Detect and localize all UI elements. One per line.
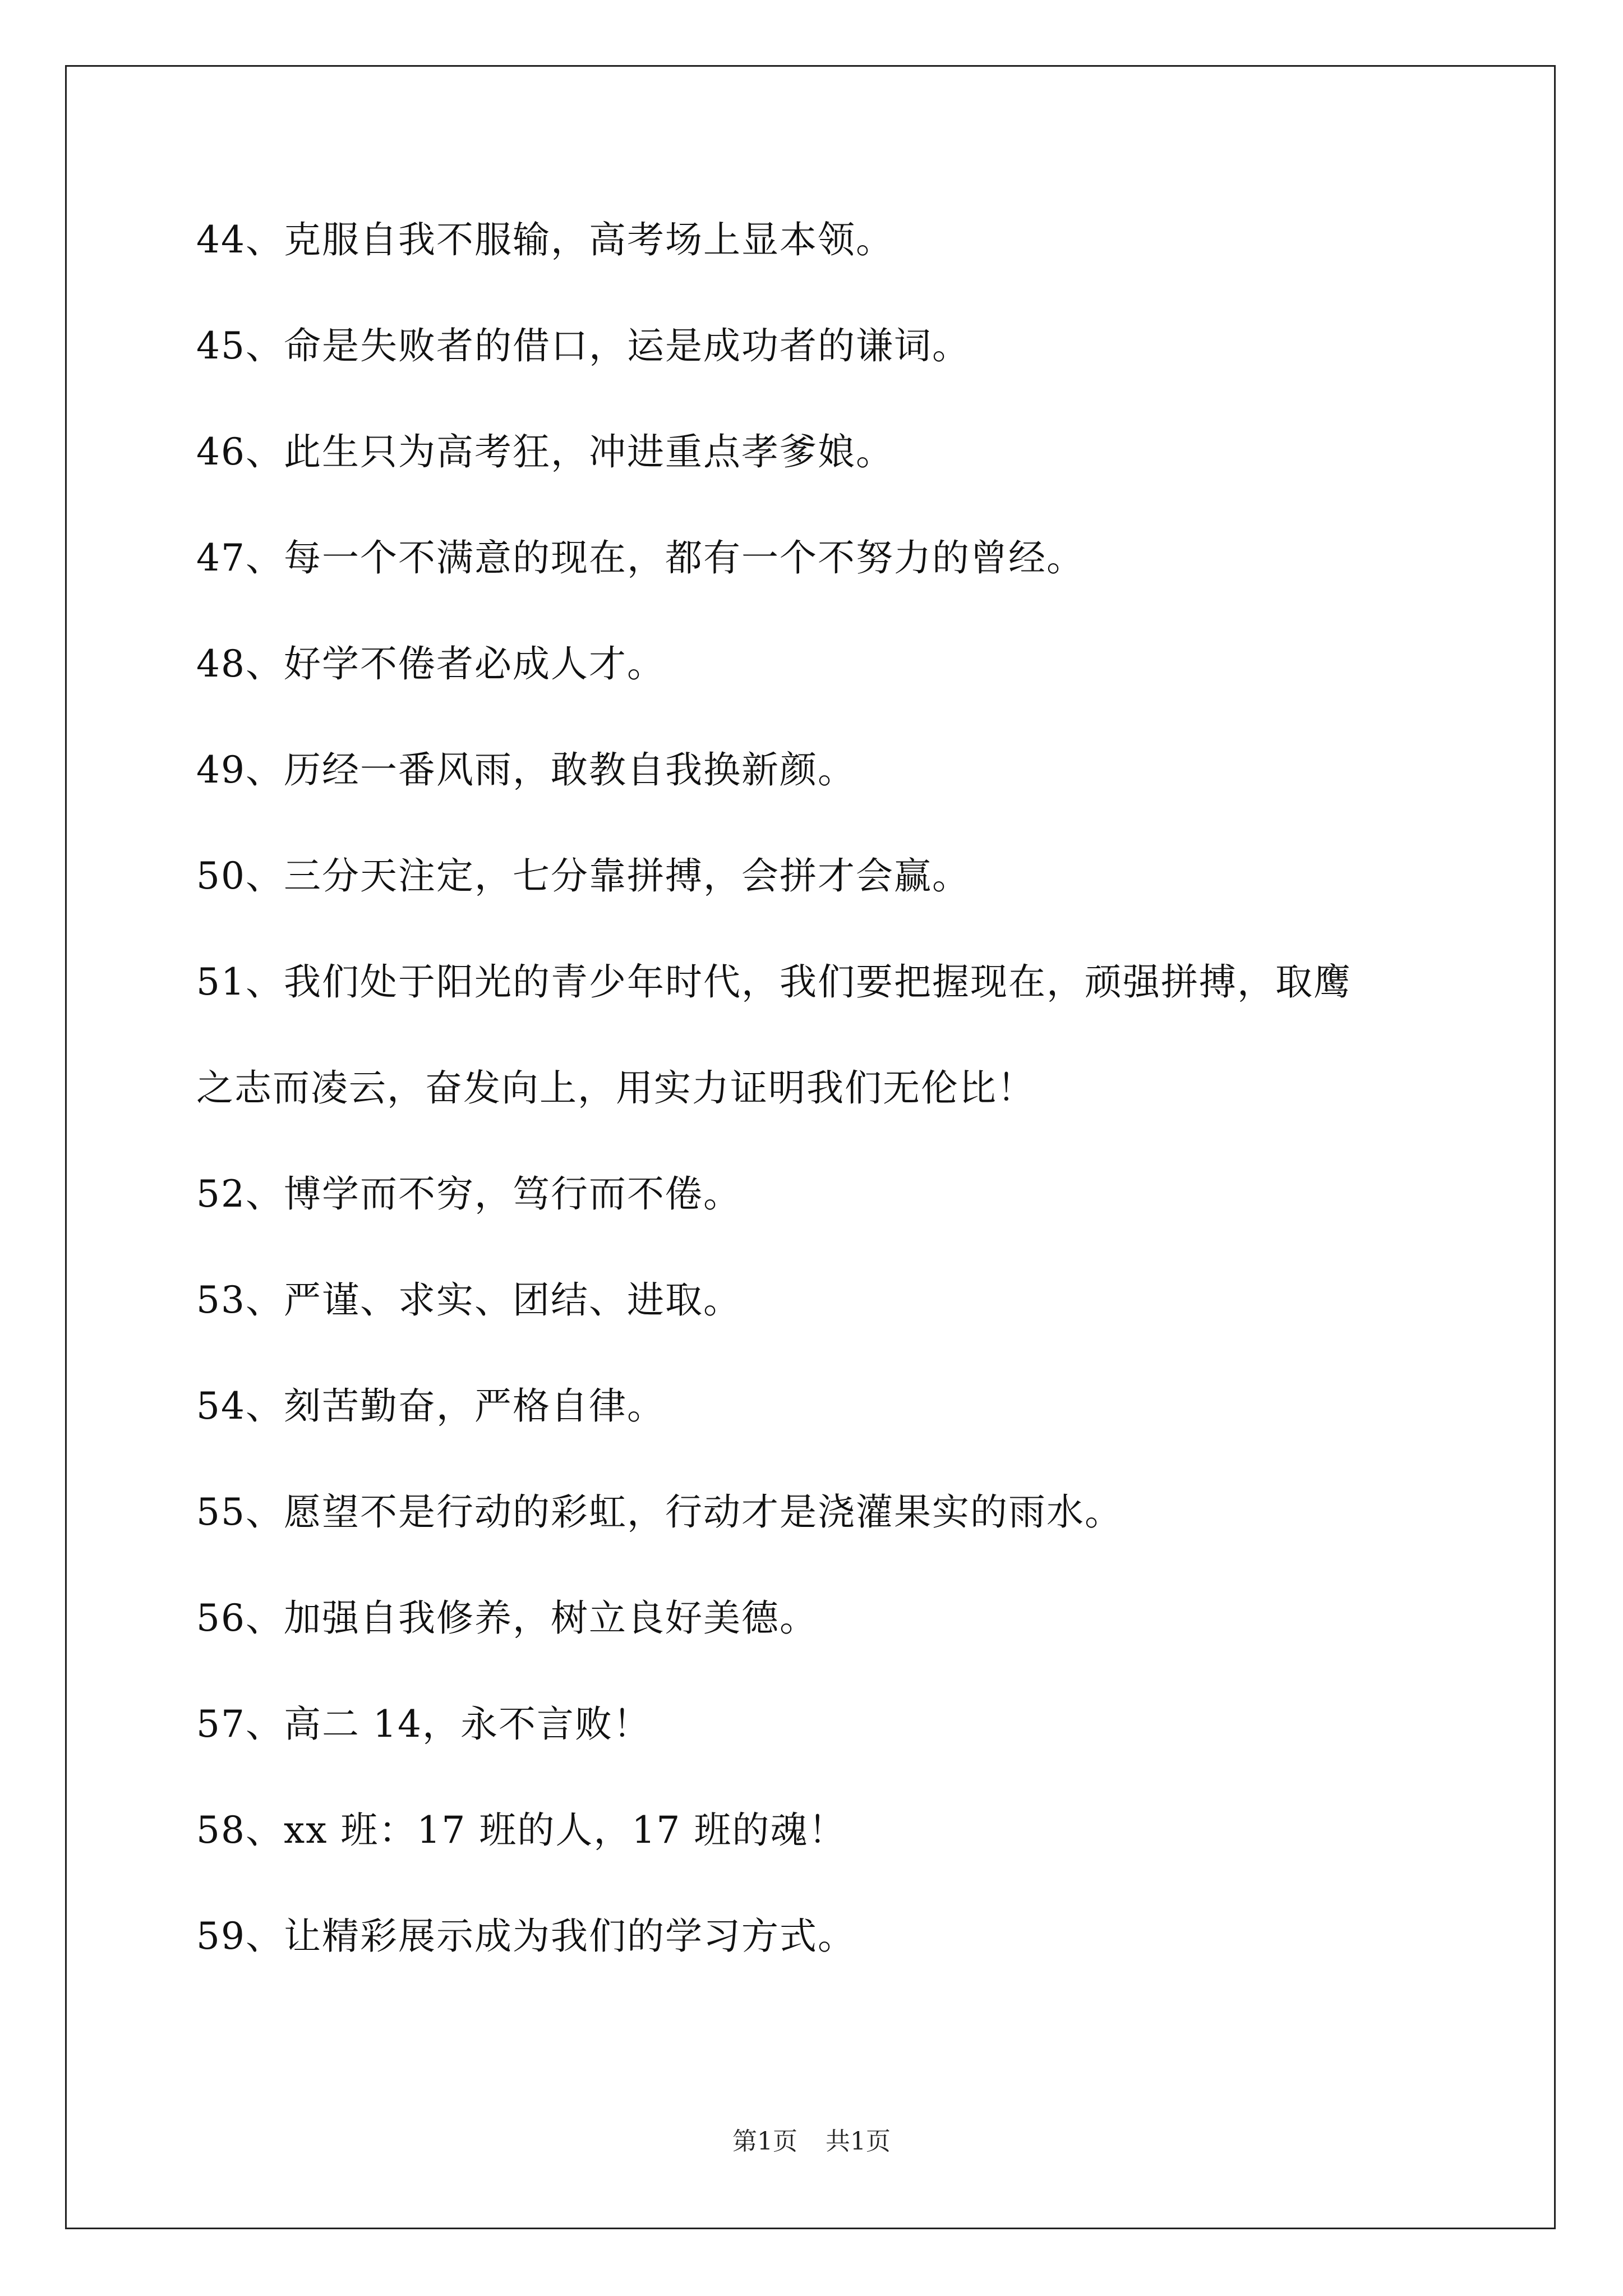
text-line: 54、刻苦勤奋，严格自律。 — [196, 1384, 665, 1428]
text-line: 51、我们处于阳光的青少年时代，我们要把握现在，顽强拼搏，取鹰 — [196, 960, 1352, 1004]
page-number-total: 共1页 — [826, 2127, 891, 2156]
text-line: 之志而凌云，奋发向上，用实力证明我们无伦比！ — [196, 1066, 1035, 1110]
text-line: 48、好学不倦者必成人才。 — [196, 642, 665, 685]
text-line: 57、高二 14，永不言败！ — [196, 1703, 651, 1746]
text-line: 47、每一个不满意的现在，都有一个不努力的曾经。 — [196, 536, 1085, 579]
text-line: 53、严谨、求实、团结、进取。 — [196, 1278, 741, 1322]
text-line: 59、让精彩展示成为我们的学习方式。 — [196, 1915, 856, 1958]
text-line: 58、xx 班：17 班的人，17 班的魂！ — [196, 1809, 847, 1852]
text-line: 44、克服自我不服输，高考场上显本领。 — [196, 218, 894, 261]
text-line: 49、历经一番风雨，敢教自我换新颜。 — [196, 748, 856, 792]
document-body — [196, 213, 1464, 2016]
text-line: 56、加强自我修养，树立良好美德。 — [196, 1596, 818, 1640]
text-line: 52、博学而不穷，笃行而不倦。 — [196, 1172, 741, 1216]
text-line: 50、三分天注定，七分靠拼搏，会拼才会赢。 — [196, 854, 970, 898]
text-line: 45、命是失败者的借口，运是成功者的谦词。 — [196, 324, 970, 367]
page-number-current: 第1页 — [732, 2127, 797, 2156]
text-line: 55、愿望不是行动的彩虹，行动才是浇灌果实的雨水。 — [196, 1490, 1123, 1534]
page-footer — [0, 2125, 1623, 2159]
text-line: 46、此生只为高考狂，冲进重点孝爹娘。 — [196, 430, 894, 473]
